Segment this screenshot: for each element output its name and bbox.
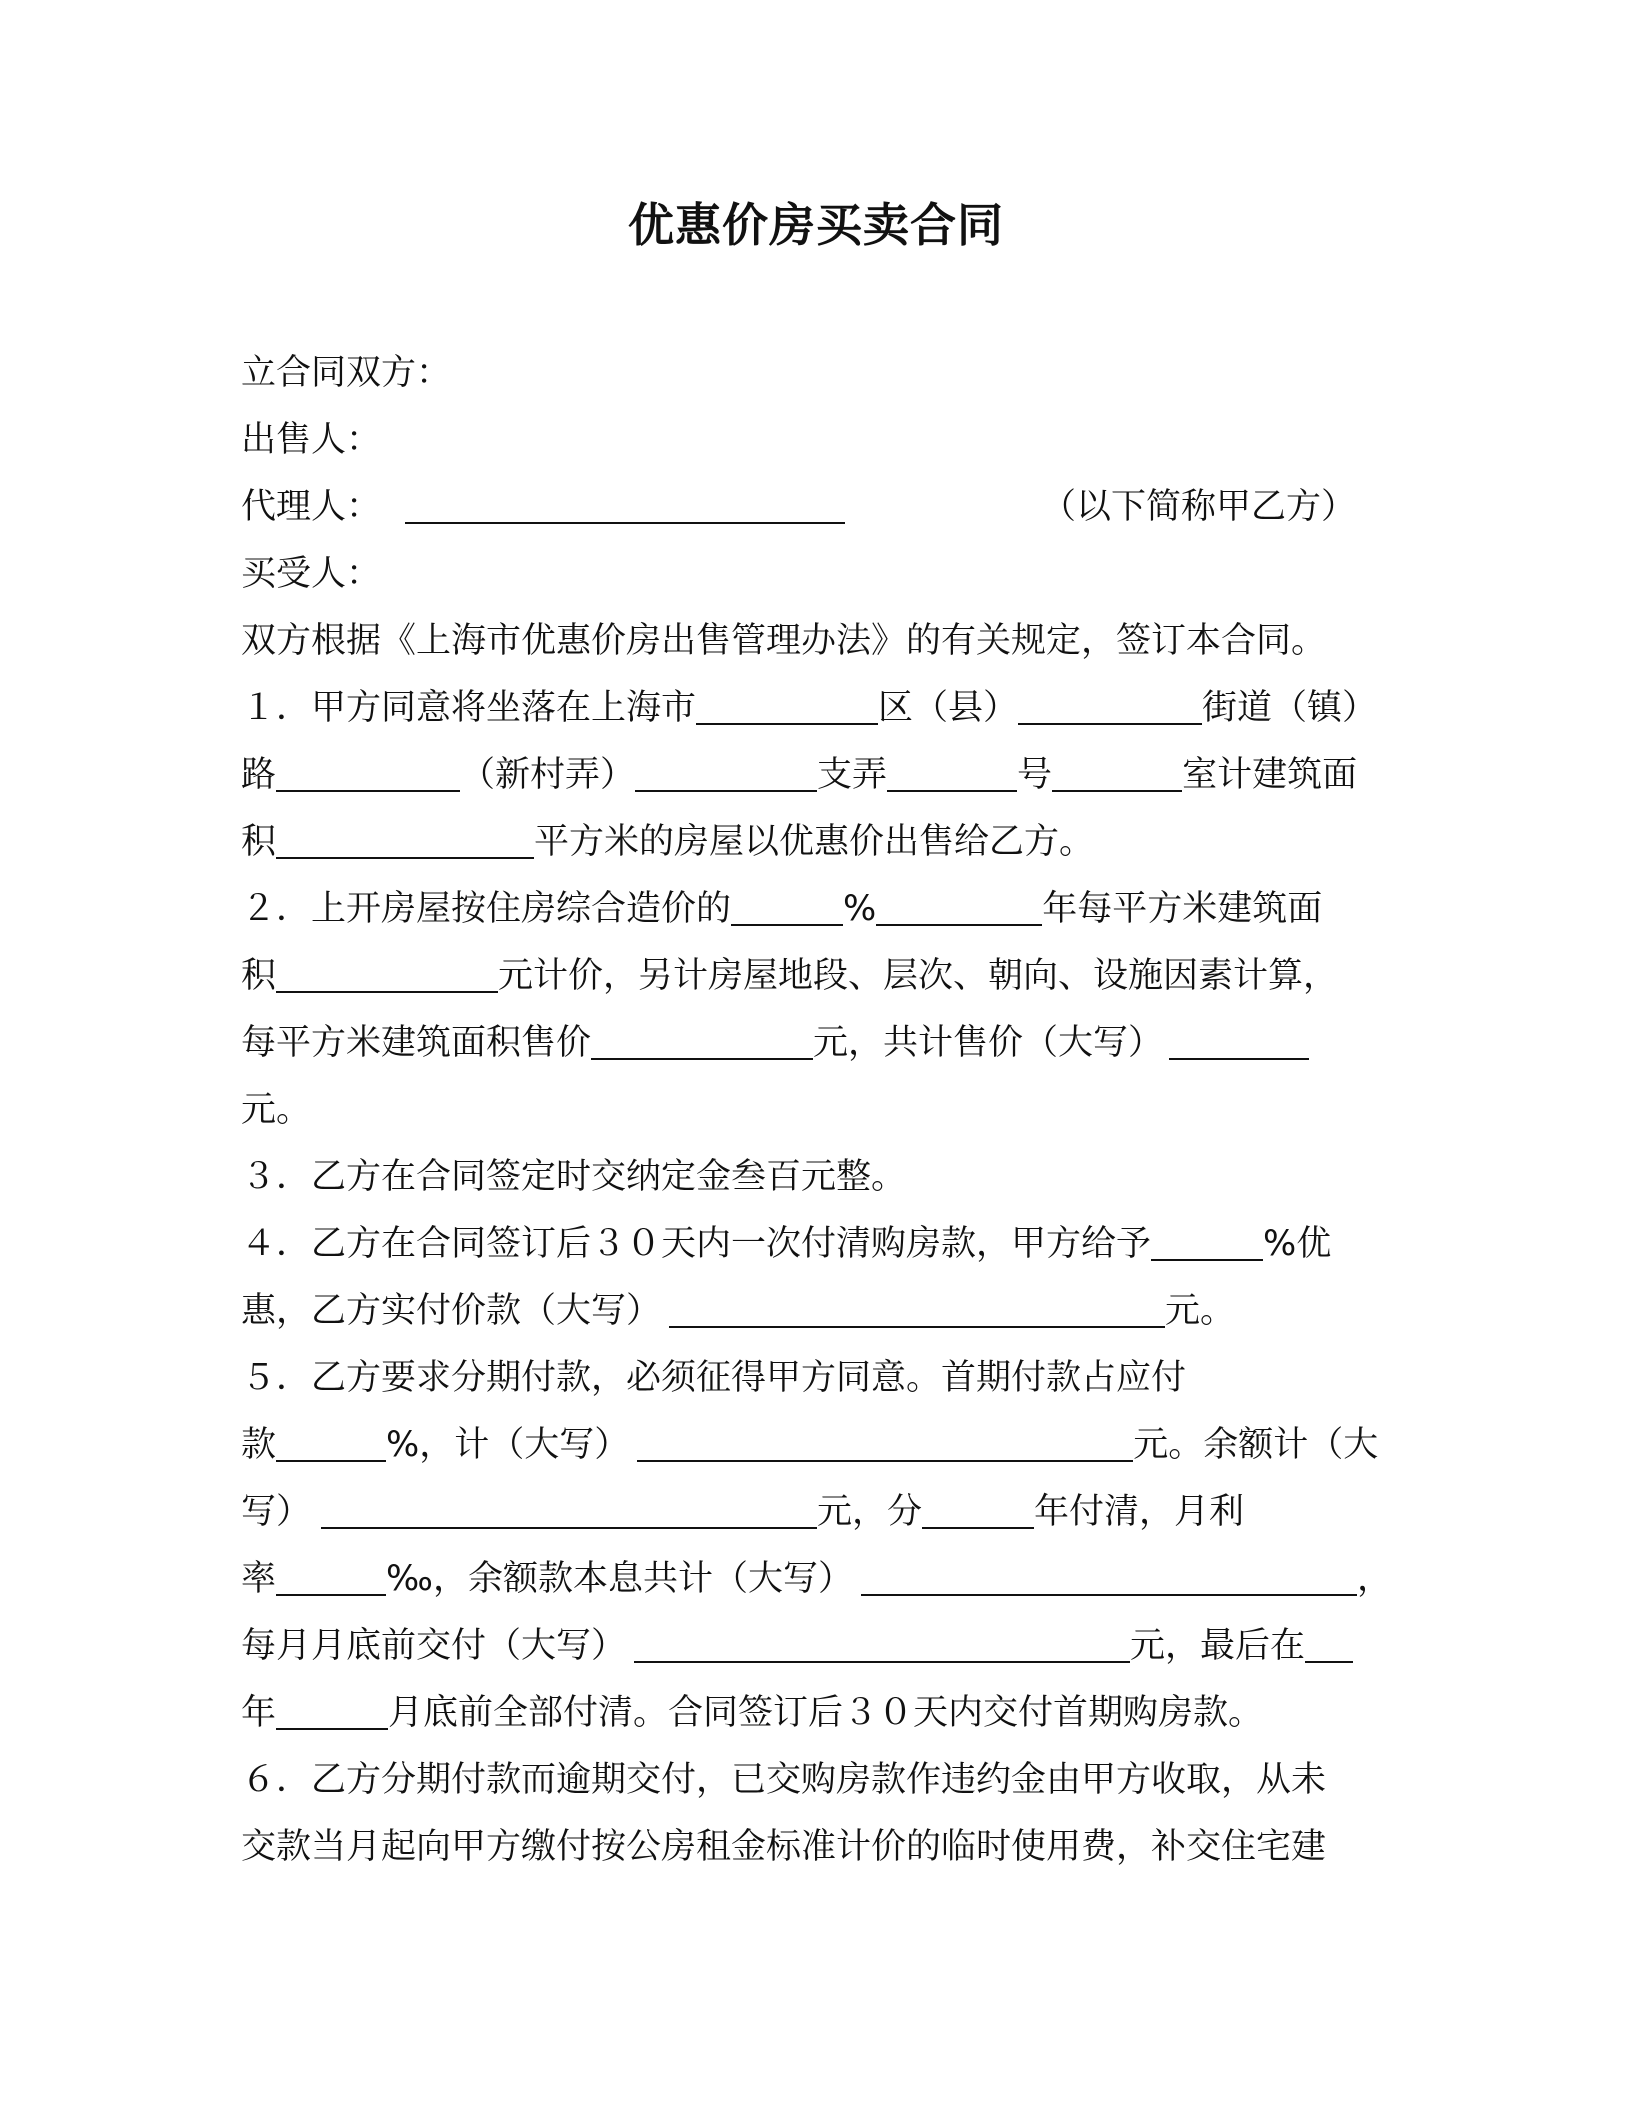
clause2-text-d: 积 (241, 956, 277, 996)
clause2-text-c: 年每平方米建筑面 (1042, 889, 1323, 929)
seller-line (241, 407, 1401, 474)
clause2-line3 (241, 1010, 1401, 1077)
road-blank (276, 750, 460, 792)
discount-percent-blank (1151, 1219, 1263, 1261)
total-principal-interest-blank (861, 1554, 1357, 1596)
cost-percent-blank (731, 884, 843, 926)
clause4-text-b: %优 (1263, 1224, 1332, 1264)
area-blank (276, 817, 534, 859)
clause5-line2 (241, 1412, 1401, 1479)
district-blank (696, 683, 878, 725)
monthly-payment-blank (634, 1621, 1130, 1663)
clause5-text-l: 元，最后在 (1130, 1626, 1306, 1666)
clause1-text-b: 区（县） (878, 688, 1019, 728)
years-blank (922, 1487, 1034, 1529)
lane-blank (635, 750, 817, 792)
clause1-text-d: 路 (241, 755, 277, 795)
agent-blank (405, 482, 845, 524)
clause6-text-b: 交款当月起向甲方缴付按公房租金标准计价的临时使用费，补交住宅建 (241, 1827, 1327, 1867)
clause2-text-f: 每平方米建筑面积售价 (241, 1023, 592, 1063)
clause2-text-e: 元计价，另计房屋地段、层次、朝向、设施因素计算， (498, 956, 1339, 996)
clause4-line2 (241, 1278, 1401, 1345)
contract-body (241, 340, 1401, 1881)
clause5-text-e: 写） (241, 1492, 312, 1532)
clause5-text-i: ‰，余额款本息共计（大写） (386, 1559, 853, 1599)
clause2-line2 (241, 943, 1401, 1010)
document-title: 优惠价房买卖合同 (628, 198, 1004, 252)
clause1-text-i: 积 (241, 822, 277, 862)
clause6-line2 (241, 1814, 1401, 1881)
year-blank (876, 884, 1042, 926)
clause5-text-j: ， (1356, 1559, 1392, 1599)
clause4-text-a: ４．乙方在合同签订后３０天内一次付清购房款，甲方给予 (241, 1224, 1152, 1264)
clause1-text-h: 室计建筑面 (1182, 755, 1358, 795)
parties-heading-text: 立合同双方： (241, 353, 452, 393)
seller-label: 出售人： (241, 420, 382, 460)
clause1-text-e: （新村弄） (460, 755, 636, 795)
clause2-text-b: % (843, 889, 877, 929)
clause5-line4 (241, 1546, 1401, 1613)
clause5-text-d: 元。余额计（大 (1133, 1425, 1379, 1465)
clause5-text-f: 元，分 (817, 1492, 923, 1532)
clause2-line4 (241, 1077, 1401, 1144)
clause4-line1 (241, 1211, 1401, 1278)
clause5-line1 (241, 1345, 1401, 1412)
clause1-line2 (241, 742, 1401, 809)
clause5-text-h: 率 (241, 1559, 277, 1599)
clause1-line3 (241, 809, 1401, 876)
clause5-text-n: 月底前全部付清。合同签订后３０天内交付首期购房款。 (388, 1693, 1264, 1733)
total-price-blank (1169, 1018, 1309, 1060)
room-number-blank (1052, 750, 1182, 792)
agent-note: （以下简称甲乙方） (1041, 487, 1357, 527)
final-month-blank (276, 1688, 388, 1730)
basis-line (241, 608, 1401, 675)
clause5-line5 (241, 1613, 1401, 1680)
clause3-line (241, 1144, 1401, 1211)
basis-text: 双方根据《上海市优惠价房出售管理办法》的有关规定，签订本合同。 (241, 621, 1327, 661)
clause6-line1 (241, 1747, 1401, 1814)
clause6-text-a: ６．乙方分期付款而逾期交付，已交购房款作违约金由甲方收取，从未 (241, 1760, 1327, 1800)
clause1-text-f: 支弄 (817, 755, 888, 795)
parties-heading (241, 340, 1401, 407)
clause2-text-h: 元。 (241, 1090, 312, 1130)
clause1-text-a: １．甲方同意将坐落在上海市 (241, 688, 697, 728)
clause5-line3 (241, 1479, 1401, 1546)
clause2-text-g: 元，共计售价（大写） (813, 1023, 1164, 1063)
sublane-blank (887, 750, 1017, 792)
clause5-text-c: %，计（大写） (386, 1425, 630, 1465)
interest-rate-blank (276, 1554, 386, 1596)
clause1-line1 (241, 675, 1401, 742)
balance-amount-blank (321, 1487, 817, 1529)
unit-cost-blank (276, 951, 498, 993)
clause1-text-c: 街道（镇） (1202, 688, 1378, 728)
clause2-line1 (241, 876, 1401, 943)
first-payment-percent-blank (276, 1420, 386, 1462)
agent-line (241, 474, 1401, 541)
clause5-text-g: 年付清，月利 (1034, 1492, 1245, 1532)
buyer-line (241, 541, 1401, 608)
agent-label: 代理人： (241, 487, 382, 527)
clause5-text-b: 款 (241, 1425, 277, 1465)
clause5-text-m: 年 (241, 1693, 277, 1733)
clause1-text-g: 号 (1017, 755, 1053, 795)
clause4-text-d: 元。 (1165, 1291, 1236, 1331)
first-payment-amount-blank (637, 1420, 1133, 1462)
clause1-text-j: 平方米的房屋以优惠价出售给乙方。 (534, 822, 1095, 862)
final-year-blank (1305, 1621, 1353, 1663)
clause5-line6 (241, 1680, 1401, 1747)
clause4-text-c: 惠，乙方实付价款（大写） (241, 1291, 662, 1331)
unit-price-blank (591, 1018, 813, 1060)
clause5-text-k: 每月月底前交付（大写） (241, 1626, 627, 1666)
buyer-label: 买受人： (241, 554, 382, 594)
clause2-text-a: ２．上开房屋按住房综合造价的 (241, 889, 732, 929)
clause3-text: ３．乙方在合同签定时交纳定金叁百元整。 (241, 1157, 907, 1197)
street-blank (1018, 683, 1202, 725)
clause5-text-a: ５．乙方要求分期付款，必须征得甲方同意。首期付款占应付 (241, 1358, 1187, 1398)
actual-payment-blank (669, 1286, 1165, 1328)
